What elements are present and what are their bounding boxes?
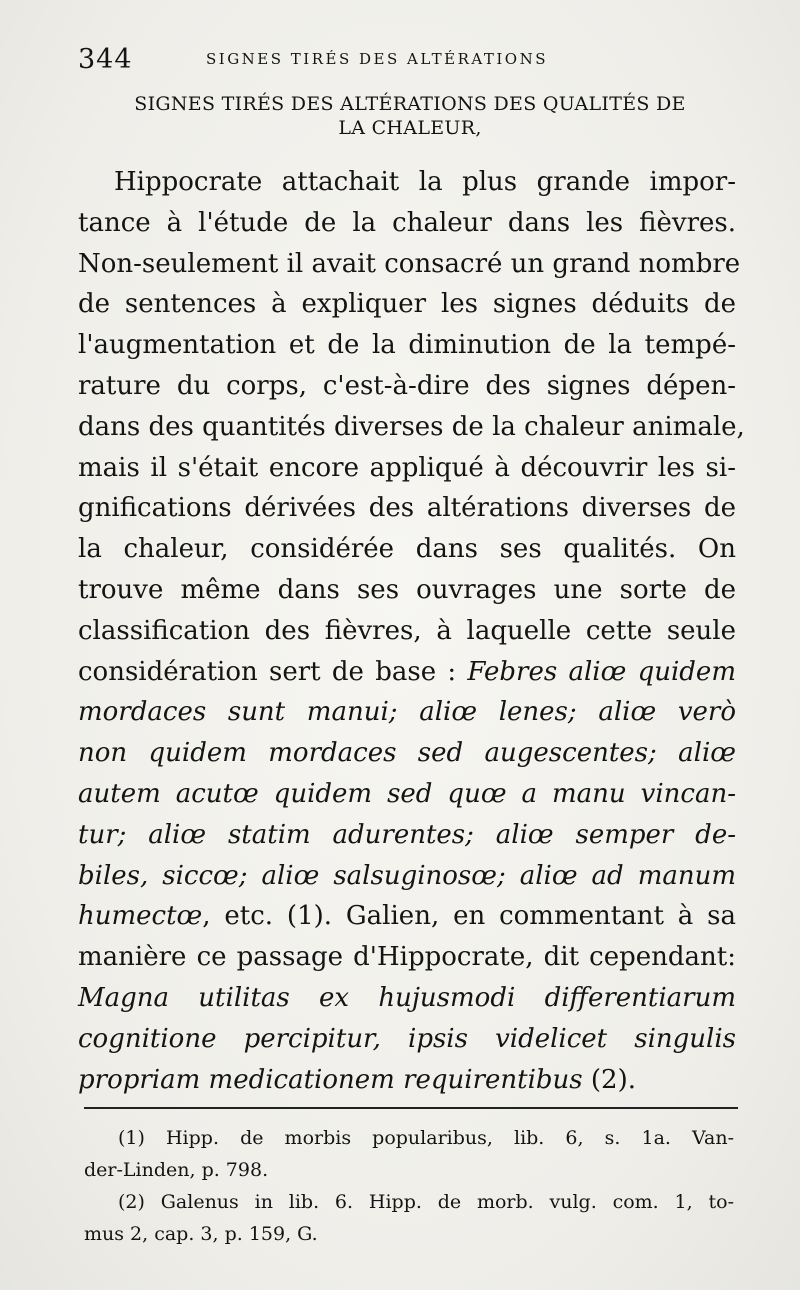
text-line bbox=[78, 1060, 736, 1101]
section-heading-line: LA CHALEUR, bbox=[338, 117, 482, 139]
latin-quote-line: autem acutœ quidem sed quœ a manu vincan- bbox=[78, 778, 736, 809]
footnote-line: der-Linden, p. 798. bbox=[84, 1159, 269, 1181]
text-line: l'augmentation et de la diminution de la tempé- bbox=[78, 330, 736, 361]
text-line: trouve même dans ses ouvrages une sorte de bbox=[78, 574, 736, 605]
latin-quote-line: biles, siccœ; aliœ salsuginosœ; aliœ ad manum bbox=[78, 860, 736, 891]
text-line: mais il s'était encore appliqué à découvrir les si- bbox=[78, 452, 736, 483]
text-line: classification des fièvres, à laquelle cette seule bbox=[78, 615, 736, 646]
latin-quote-line: Magna utilitas ex hujusmodi differentiarum bbox=[78, 982, 736, 1013]
latin-quote: humectœ bbox=[78, 901, 203, 932]
text-segment: (2). bbox=[582, 1064, 636, 1095]
text-line: de sentences à expliquer les signes déduits de bbox=[78, 289, 736, 320]
latin-quote-line: mordaces sunt manui; aliœ lenes; aliœ verò bbox=[78, 697, 736, 728]
text-segment: considération sert de base : bbox=[78, 656, 468, 687]
page-number: 344 bbox=[78, 44, 133, 75]
text-line: Hippocrate attachait la plus grande impor- bbox=[114, 167, 736, 197]
latin-quote-line: cognitione percipitur, ipsis videlicet singulis bbox=[78, 1023, 736, 1054]
text-line: manière ce passage d'Hippocrate, dit cependant: bbox=[78, 942, 736, 973]
latin-quote: propriam medicationem requirentibus bbox=[78, 1064, 583, 1095]
footnote-line: (1) Hipp. de morbis popularibus, lib. 6, s. 1a. Van- bbox=[118, 1127, 734, 1149]
text-line: Non-seulement il avait consacré un grand nombre bbox=[78, 248, 741, 279]
text-line: gnifications dérivées des altérations diverses de bbox=[78, 493, 736, 524]
section-heading bbox=[85, 92, 735, 140]
latin-quote: Febres aliœ quidem bbox=[467, 656, 736, 687]
body-paragraph bbox=[78, 162, 745, 1100]
section-heading-line: SIGNES TIRÉS DES ALTÉRATIONS DES QUALITÉS DE bbox=[134, 93, 686, 115]
text-segment: , etc. (1). Galien, en commentant à sa bbox=[202, 901, 736, 932]
footnote-line: mus 2, cap. 3, p. 159, G. bbox=[84, 1223, 318, 1245]
text-line bbox=[78, 652, 736, 693]
text-line bbox=[78, 896, 736, 937]
latin-quote-line: tur; aliœ statim adurentes; aliœ semper de- bbox=[78, 819, 736, 850]
latin-quote-line: non quidem mordaces sed augescentes; aliœ bbox=[78, 738, 736, 769]
footnote-line: (2) Galenus in lib. 6. Hipp. de morb. vulg. com. 1, to- bbox=[118, 1191, 734, 1213]
text-line: tance à l'étude de la chaleur dans les fièvres. bbox=[78, 207, 736, 238]
running-head bbox=[78, 44, 728, 80]
text-line: dans des quantités diverses de la chaleur animale, bbox=[78, 411, 745, 442]
footnote-rule bbox=[84, 1107, 738, 1109]
running-title: SIGNES TIRÉS DES ALTÉRATIONS bbox=[206, 50, 548, 68]
text-line: la chaleur, considérée dans ses qualités. On bbox=[78, 534, 736, 565]
footnotes bbox=[84, 1122, 734, 1250]
text-line: rature du corps, c'est-à-dire des signes dépen- bbox=[78, 370, 736, 401]
